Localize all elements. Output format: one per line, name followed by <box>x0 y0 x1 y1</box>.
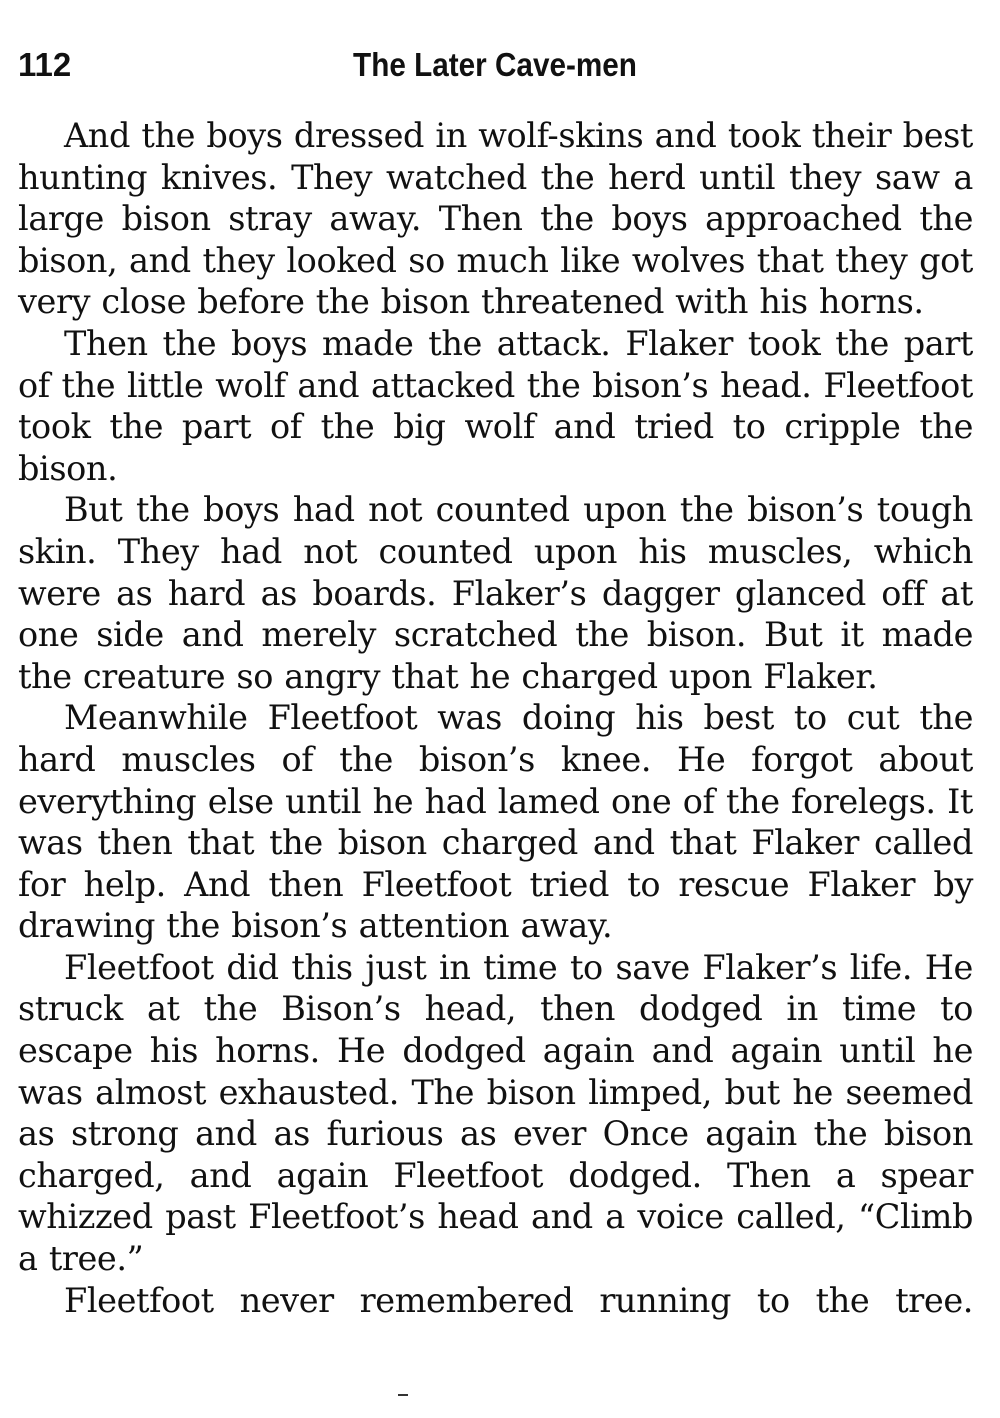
paragraph-6: Fleetfoot never remembered running to the tree. <box>64 1280 973 1320</box>
paragraph-3: But the boys had not counted upon the bison’s tough skin. They had not counted upon his muscles, which were as hard as boards. Flaker’s dagger glanced off at one side and merely scratched the bison. But it made the creature so angry that he charged upon Flaker. <box>18 490 973 696</box>
print-mark <box>398 1394 408 1396</box>
paragraph-5: Fleetfoot did this just in time to save Flaker’s life. He struck at the Bison’s head, then dodged in time to escape his horns. He dodged again and again until he was almost exhausted. The bison limped, but he seemed as strong and as furious as ever Once again the bison charged, and again Fleetfoot dodged. Then a spear whizzed past Fleetfoot’s head and a voice called, “Climb a tree.” <box>18 947 973 1279</box>
paragraph-2: Then the boys made the attack. Flaker took the part of the little wolf and attacked the bison’s head. Fleetfoot took the part of the big wolf and tried to cripple the bison. <box>18 323 973 488</box>
paragraph-1: And the boys dressed in wolf-skins and took their best hunting knives. They watched the herd until they saw a large bison stray away. Then the boys approached the bison, and they looked so much like wolves that they got very close before the bison threatened with his horns. <box>18 116 973 322</box>
body-text <box>18 115 973 1321</box>
paragraph-4: Meanwhile Fleetfoot was doing his best to cut the hard muscles of the bison’s knee. He forgot about everything else until he had lamed one of the forelegs. It was then that the bison charged and that Flaker called for help. And then Fleetfoot tried to rescue Flaker by drawing the bison’s attention away. <box>18 698 973 946</box>
running-header <box>18 40 972 90</box>
running-title: The Later Cave-men <box>353 46 637 83</box>
page-number: 112 <box>18 46 72 83</box>
